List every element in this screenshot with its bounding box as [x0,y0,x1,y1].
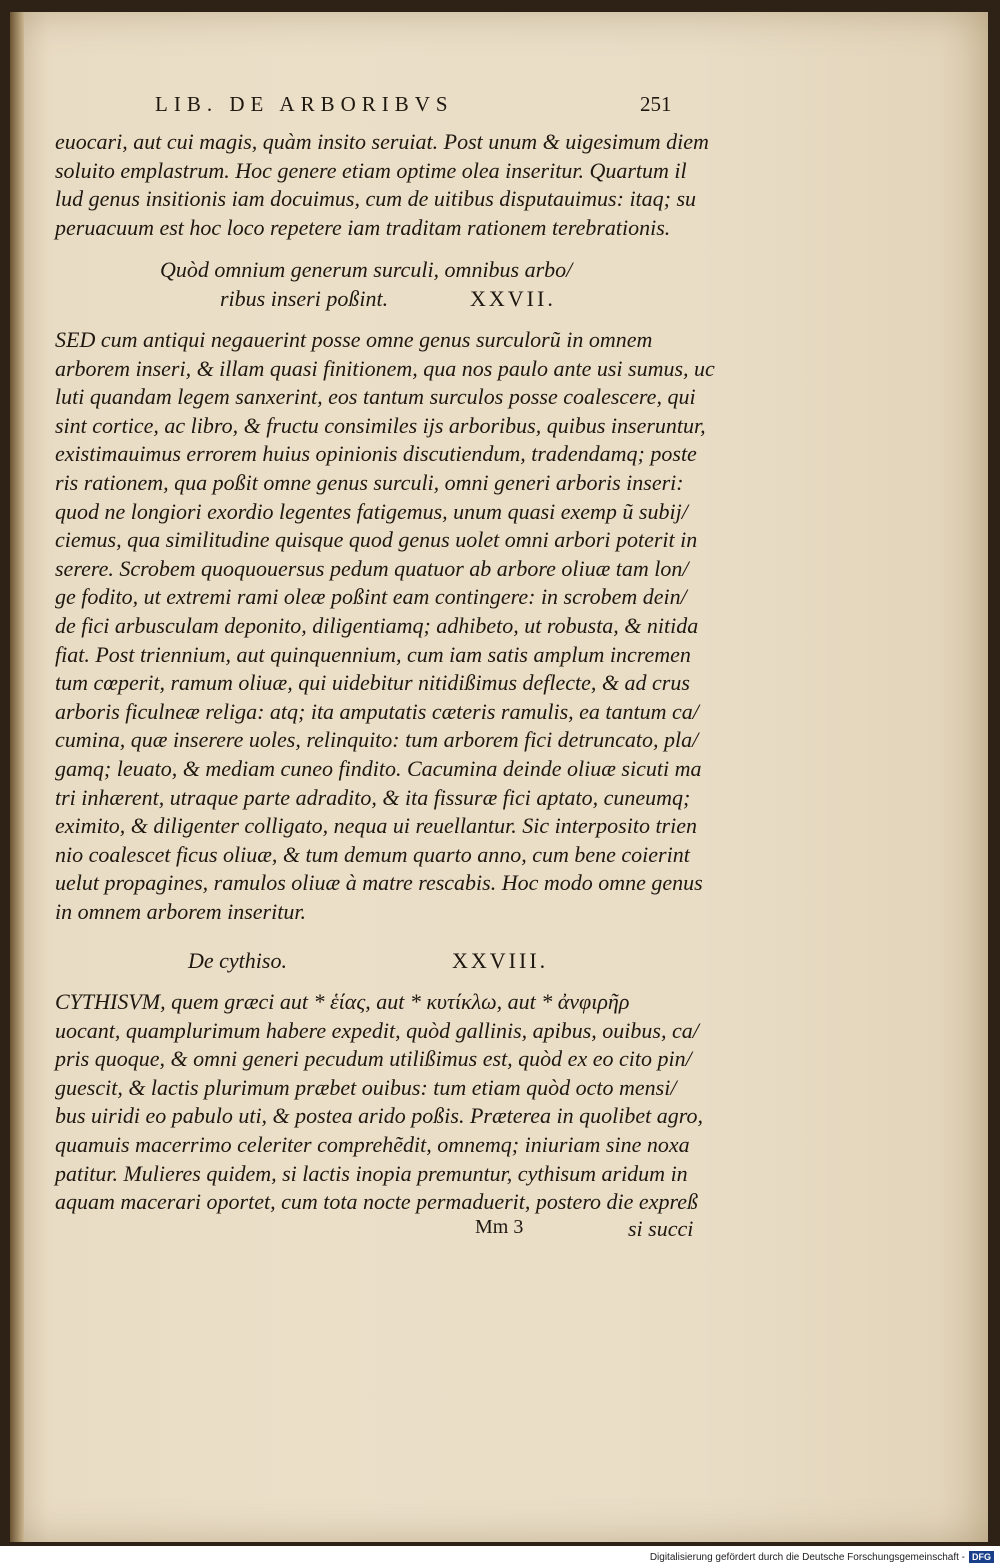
footer-credit: Digitalisierung gefördert durch die Deutsche Forschungsgemeinschaft - [649,1551,965,1563]
page-number: 251 [640,92,672,116]
text-line: uelut propagines, ramulos oliuæ à matre rescabis. Hoc modo omne genus [55,870,703,896]
text-line: CYTHISVM, quem græci aut * ἑίας, aut * κυτίκλω, aut * ἀνφιρῆρ [55,989,630,1014]
text-line: arborem inseri, & illam quasi finitionem, qua nos paulo ante usi sumus, uc [55,355,715,381]
text-line: SED cum antiqui negauerint posse omne genus surculorũ in omnem [55,327,653,352]
text-line: euocari, aut cui magis, quàm insito seruiat. Post unum & uigesimum diem [55,129,709,154]
signature-mark: Mm 3 [475,1216,524,1238]
text-line: serere. Scrobem quoquouersus pedum quatuor ab arbore oliuæ tam lon/ [55,555,689,581]
chapter-number-28: XXVIII. [452,948,549,973]
text-line: lud genus insitionis iam docuimus, cum de uitibus disputauimus: itaq; su [55,186,697,212]
text-line: quod ne longiori exordio legentes fatigemus, unum quasi exemp ũ subij/ [55,498,688,524]
chapter-heading-28: De cythiso. [188,948,287,973]
paragraph-1 [55,128,709,242]
text-line: eximito, & diligenter colligato, nequa ui reuellantur. Sic interposito trien [55,813,697,839]
paragraph-2 [55,326,715,926]
text-line: pris quoque, & omni generi pecudum utilißimus est, quòd ex eo cito pin/ [55,1046,692,1072]
running-head: LIB. DE ARBORIBVS [155,92,454,116]
text-line: ciemus, qua similitudine quisque quod genus uolet omni arbori poterit in [55,527,698,553]
text-line: soluito emplastrum. Hoc genere etiam optime olea inseritur. Quartum il [55,157,687,183]
text-line: existimauimus errorem huius opinionis discutiendum, tradendamq; poste [55,441,697,467]
text-line: de fici arbusculam deponito, diligentiamq; adhibeto, ut robusta, & nitida [55,612,699,638]
text-line: bus uiridi eo pabulo uti, & postea arido poßis. Præterea in quolibet agro, [55,1103,703,1129]
text-line: tum cœperit, ramum oliuæ, qui uidebitur nitidißimus deflecte, & ad crus [55,670,690,696]
text-line: quamuis macerrimo celeriter comprehẽdit, omnemq; iniuriam sine noxa [55,1131,690,1157]
text-line: gamq; leuato, & mediam cuneo findito. Cacumina deinde oliuæ sicuti ma [55,755,702,781]
text-line: luti quandam legem sanxerint, eos tantum surculos posse coalescere, qui [55,384,696,410]
text-line: ge fodito, ut extremi rami oleæ poßint eam contingere: in scrobem dein/ [55,584,687,610]
chapter-number-27: XXVII. [470,286,556,311]
text-line: guescit, & lactis plurimum præbet ouibus: tum etiam quòd octo mensi/ [55,1074,677,1100]
text-line: fiat. Post triennium, aut quinquennium, cum iam satis amplum incremen [55,641,691,667]
catchword: si succi [628,1216,694,1241]
dfg-logo: DFG [969,1551,994,1563]
text-line: arboris ficulneæ religa: atq; ita amputatis cæteris ramulis, ea tantum ca/ [55,698,699,724]
page-gutter [10,12,24,1542]
text-line: peruacuum est hoc loco repetere iam traditam rationem terebrationis. [55,214,671,240]
chapter-heading-27-line2: ribus inseri poßint. [220,286,389,311]
text-line: uocant, quamplurimum habere expedit, quòd gallinis, apibus, ouibus, ca/ [55,1017,699,1043]
digitization-footer [650,1551,994,1563]
text-line: nio coalescet ficus oliuæ, & tum demum quarto anno, cum bene coierint [55,841,690,867]
text-line: cumina, quæ inserere uoles, relinquito: tum arborem fici detruncato, pla/ [55,727,699,753]
text-line: ris rationem, qua poßit omne genus surculi, omni generi arboris inseri: [55,469,684,495]
paragraph-3 [55,988,705,1217]
text-line: patitur. Mulieres quidem, si lactis inopia premuntur, cythisum aridum in [55,1160,688,1186]
text-line: sint cortice, ac libro, & fructu consimiles ijs arboribus, quibus inseruntur, [55,412,706,438]
text-line: tri inhærent, utraque parte adradito, & ita fissuræ fici aptato, cuneumq; [55,784,691,810]
chapter-heading-27-line1: Quòd omnium generum surculi, omnibus arbo/ [160,257,573,282]
text-line: in omnem arborem inseritur. [55,898,306,924]
text-line: aquam macerari oportet, cum tota nocte permaduerit, postero die expreß [55,1189,698,1215]
